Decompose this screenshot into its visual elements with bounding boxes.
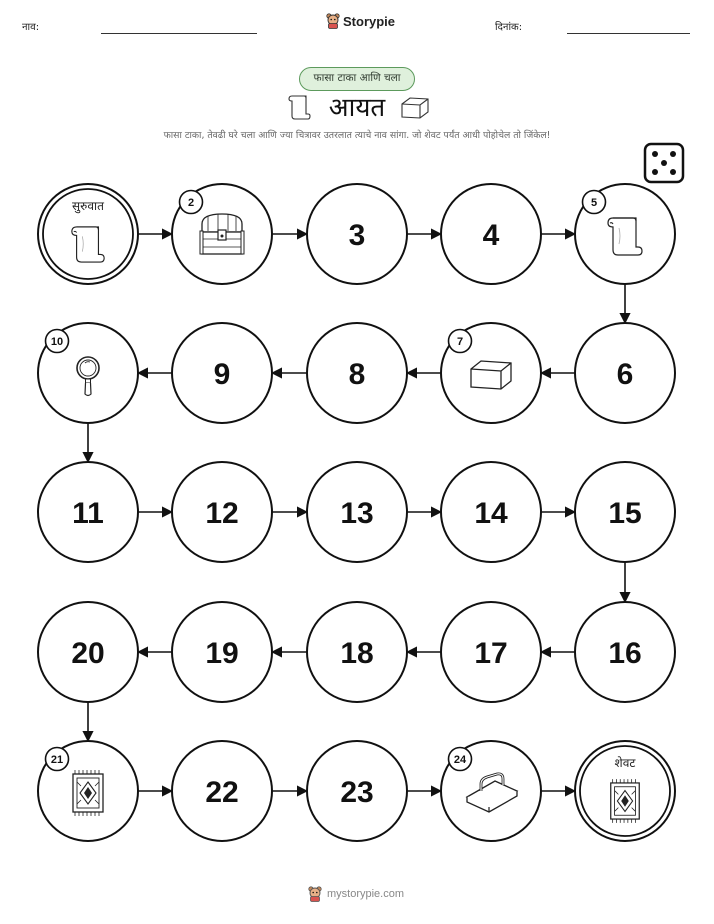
cell-number: 7: [456, 336, 464, 348]
board-cell-8[interactable]: [307, 323, 407, 423]
cell-number: 17: [474, 637, 508, 670]
board-cell-12[interactable]: [172, 462, 272, 562]
date-label: दिनांक:: [495, 22, 523, 33]
end-label: शेवट: [614, 756, 636, 770]
cell-number: 3: [348, 219, 366, 252]
cell-number: 15: [608, 497, 642, 530]
board-cell-22[interactable]: [172, 741, 272, 841]
cell-number: 11: [72, 497, 104, 530]
board-cell-9[interactable]: [172, 323, 272, 423]
board-cell-25[interactable]: [575, 741, 675, 841]
cell-number: 18: [340, 637, 374, 670]
board-cell-15[interactable]: [575, 462, 675, 562]
board-cell-19[interactable]: [172, 602, 272, 702]
board-cell-1[interactable]: [38, 184, 138, 284]
board-cell-17[interactable]: [441, 602, 541, 702]
cell-number: 20: [71, 637, 105, 670]
cell-number: 21: [50, 754, 64, 766]
board-cell-10[interactable]: [38, 323, 138, 423]
board-cell-11[interactable]: [38, 462, 138, 562]
cell-number: 24: [453, 754, 467, 766]
cell-number: 16: [608, 637, 642, 670]
cell-number: 5: [590, 197, 598, 209]
instructions: फासा टाका, तेवढी घरे चला आणि ज्या चित्रावर उतरलात त्याचे नाव सांगा. जो शेवट पर्यंत आधी पोहोचेल तो जिंकेल!: [163, 130, 551, 141]
board-cell-20[interactable]: [38, 602, 138, 702]
board-cell-7[interactable]: [441, 323, 541, 423]
board-cell-24[interactable]: [441, 741, 541, 841]
board-cell-16[interactable]: [575, 602, 675, 702]
board-cell-13[interactable]: [307, 462, 407, 562]
cell-number: 8: [348, 358, 366, 391]
cell-number: 6: [616, 358, 634, 391]
board-cell-23[interactable]: [307, 741, 407, 841]
board-cell-2[interactable]: [172, 184, 272, 284]
cell-number: 22: [205, 776, 239, 809]
cell-number: 4: [482, 219, 500, 252]
board-cell-3[interactable]: [307, 184, 407, 284]
name-label: नाव:: [22, 22, 40, 33]
board-cell-6[interactable]: [575, 323, 675, 423]
cell-number: 23: [340, 776, 374, 809]
page-title: आयत: [328, 93, 386, 123]
brand-name: Storypie: [343, 13, 396, 29]
start-label: सुरुवात: [72, 199, 104, 213]
treasure-chest-icon: [200, 214, 244, 254]
cell-number: 9: [213, 358, 231, 391]
box-block-icon: [471, 361, 511, 389]
cell-number: 2: [187, 197, 195, 209]
cell-number: 13: [340, 497, 374, 530]
rug-icon: [73, 770, 103, 816]
bear-icon: [308, 886, 322, 902]
footer-url: mystorypie.com: [327, 888, 405, 900]
cell-number: 19: [205, 637, 239, 670]
board-cell-21[interactable]: [38, 741, 138, 841]
board-cell-14[interactable]: [441, 462, 541, 562]
rug-icon: [611, 779, 640, 823]
board-cell-18[interactable]: [307, 602, 407, 702]
cell-number: 14: [474, 497, 508, 530]
board-cell-5[interactable]: [575, 184, 675, 284]
footer: [308, 886, 404, 902]
game-badge: फासा टाका आणि चला: [299, 67, 415, 91]
board-cell-4[interactable]: [441, 184, 541, 284]
cell-number: 10: [50, 336, 64, 348]
cell-number: 12: [205, 497, 239, 530]
